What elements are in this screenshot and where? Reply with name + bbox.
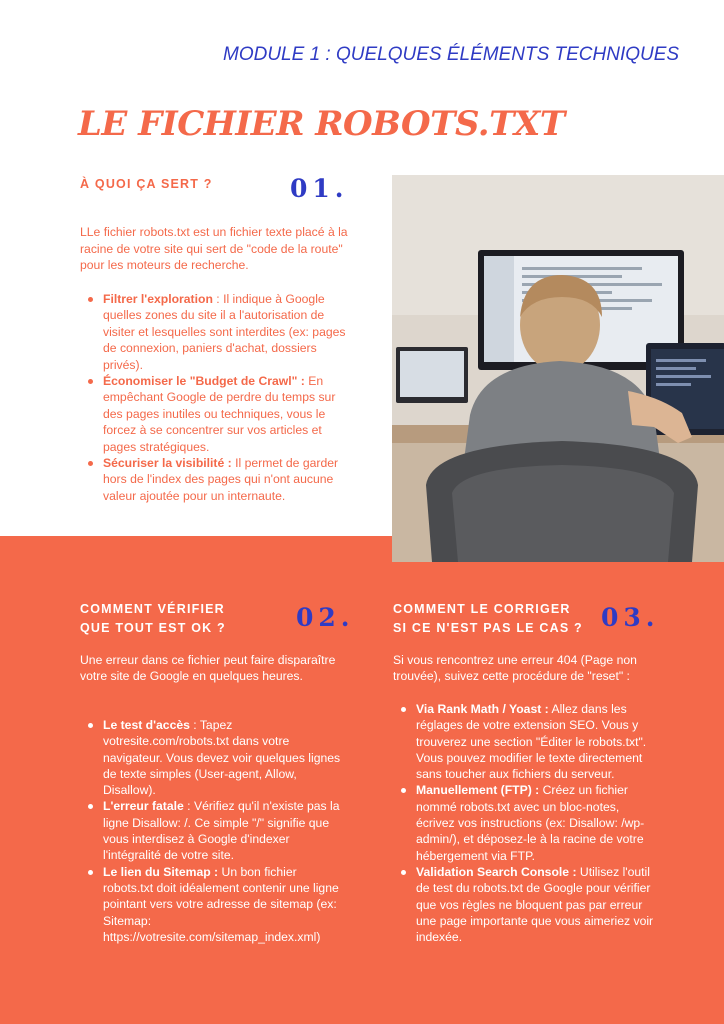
- section2-number: 02.: [296, 603, 355, 632]
- page-title: LE FICHIER ROBOTS.TXT: [78, 104, 565, 144]
- section2-intro: Une erreur dans ce fichier peut faire disparaître votre site de Google en quelques heures.: [80, 653, 336, 684]
- list-item: Filtrer l'exploration : Il indique à Google quelles zones du site il a l'autorisation de visiter et lesquelles sont interdites (ex: pages de connexion, paniers d'achat, dossiers privés).: [82, 291, 352, 373]
- section1-heading: À QUOI ÇA SERT ?: [80, 177, 213, 191]
- workspace-photo: [392, 175, 724, 562]
- section1-number: 01.: [290, 174, 349, 203]
- list-item: L'erreur fatale : Vérifiez qu'il n'existe pas la ligne Disallow: /. Ce simple "/" signifie que vous interdisez à Google d'indexer l'intégralité de votre site.: [82, 798, 350, 863]
- list-item: Le test d'accès : Tapez votresite.com/robots.txt dans votre navigateur. Vous devez voir quelques lignes de texte simples (User-agent, Allow, Disallow).: [82, 717, 350, 798]
- section2-list: [82, 717, 350, 945]
- section3-list: [395, 701, 660, 945]
- module-label: MODULE 1 : QUELQUES ÉLÉMENTS TECHNIQUES: [223, 44, 680, 65]
- list-item: Validation Search Console : Utilisez l'outil de test du robots.txt de Google pour vérifier que vos règles ne bloquent pas par erreur une page importante que vous aimeriez voir indexée.: [395, 864, 660, 945]
- list-item: Manuellement (FTP) : Créez un fichier nommé robots.txt avec un bloc-notes, écrivez vos instructions (ex: Disallow: /wp-admin/), et déposez-le à la racine de votre hébergement via FTP.: [395, 782, 660, 863]
- list-item: Sécuriser la visibilité : Il permet de garder hors de l'index des pages qui n'ont aucune valeur ajoutée pour un internaute.: [82, 455, 352, 504]
- section2-heading: COMMENT VÉRIFIER QUE TOUT EST OK ?: [80, 602, 226, 635]
- list-item: Via Rank Math / Yoast : Allez dans les réglages de votre extension SEO. Vous y trouverez une section "Éditer le robots.txt". Vous pouvez modifier le texte directement sans toucher aux fichiers du serveur.: [395, 701, 660, 782]
- section1-list: [82, 291, 352, 504]
- section3-intro: Si vous rencontrez une erreur 404 (Page non trouvée), suivez cette procédure de "reset" :: [393, 653, 637, 684]
- section3-number: 03.: [601, 603, 660, 632]
- list-item: Le lien du Sitemap : Un bon fichier robots.txt doit idéalement contenir une ligne pointant vers votre adresse de sitemap (ex: Sitemap: https://votresite.com/sitemap_index.xml): [82, 864, 350, 945]
- list-item: Économiser le "Budget de Crawl" : En empêchant Google de perdre du temps sur des pages inutiles ou techniques, vous le forcez à se concentrer sur vos articles et pages stratégiques.: [82, 373, 352, 455]
- section1-intro: LLe fichier robots.txt est un fichier texte placé à la racine de votre site qui sert de "code de la route" pour les moteurs de recherche.: [80, 225, 348, 273]
- section3-heading: COMMENT LE CORRIGER SI CE N'EST PAS LE CAS ?: [393, 602, 583, 635]
